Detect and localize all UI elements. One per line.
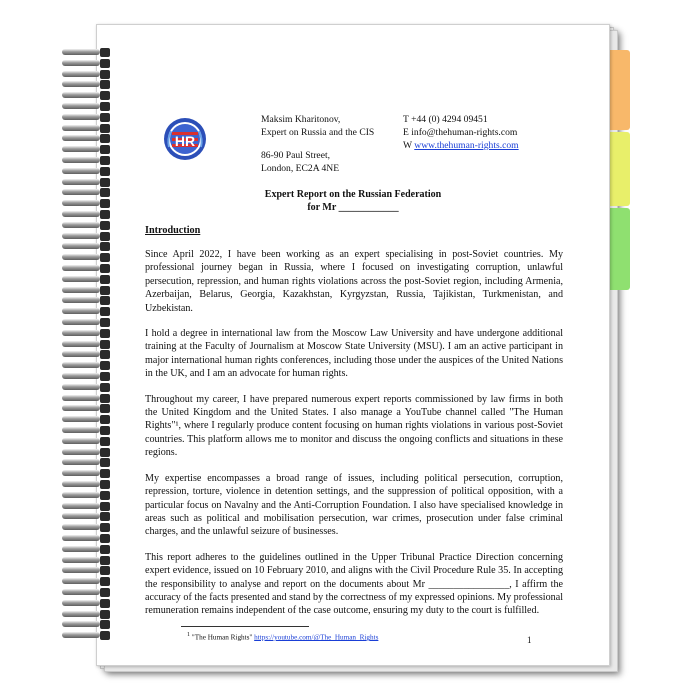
spiral-coil <box>62 329 122 338</box>
spiral-coil <box>62 534 122 543</box>
punch-hole <box>100 48 110 57</box>
coil-wire <box>62 503 100 509</box>
coil-wire <box>62 254 100 260</box>
coil-wire <box>62 481 100 487</box>
coil-wire <box>62 330 100 336</box>
coil-wire <box>62 513 100 519</box>
spiral-coil <box>62 577 122 586</box>
punch-hole <box>100 361 110 370</box>
punch-hole <box>100 372 110 381</box>
spiral-coil <box>62 145 122 154</box>
punch-hole <box>100 350 110 359</box>
punch-hole <box>100 232 110 241</box>
report-title <box>97 188 609 214</box>
punch-hole <box>100 113 110 122</box>
punch-hole <box>100 102 110 111</box>
coil-wire <box>62 567 100 573</box>
paragraph: I hold a degree in international law from the Moscow Law University and have undergone additional training at the Faculty of Journalism at Moscow State University (MSU). I am an active participant in major international human rights conferences, including those under the auspices of the United Nations in the UK, and I am an advocate for human rights. <box>145 328 563 380</box>
coil-wire <box>62 92 100 98</box>
coil-wire <box>62 470 100 476</box>
coil-wire <box>62 438 100 444</box>
email-address[interactable]: info@thehuman-rights.com <box>411 127 518 138</box>
footnote <box>187 632 378 641</box>
coil-wire <box>62 427 100 433</box>
punch-hole <box>100 199 110 208</box>
coil-wire <box>62 351 100 357</box>
punch-hole <box>100 610 110 619</box>
punch-hole <box>100 134 110 143</box>
spiral-coil <box>62 350 122 359</box>
spiral-coil <box>62 178 122 187</box>
spiral-coil <box>62 113 122 122</box>
punch-hole <box>100 167 110 176</box>
web-label: W <box>403 140 415 151</box>
coil-wire <box>62 373 100 379</box>
paragraph: Since April 2022, I have been working as an expert specialising in post-Soviet countries. My professional journey began in Russia, where I focused on investigating corruption, unlawful persecution, repression, and human rights violations across the post-Soviet region, including Armenia, Azerbaijan, Belarus, Georgia, Kazakhstan, Kyrgyzstan, Russia, Tajikistan, Turkmenistan, and Uzbekistan. <box>145 249 563 314</box>
footnote-divider <box>181 626 309 627</box>
spiral-coil <box>62 221 122 230</box>
spiral-coil <box>62 491 122 500</box>
coil-wire <box>62 535 100 541</box>
spiral-coil <box>62 167 122 176</box>
spiral-coil <box>62 545 122 554</box>
punch-hole <box>100 329 110 338</box>
coil-wire <box>62 276 100 282</box>
spiral-coil <box>62 448 122 457</box>
coil-wire <box>62 524 100 530</box>
punch-hole <box>100 620 110 629</box>
email-line <box>403 126 519 139</box>
spiral-coil <box>62 264 122 273</box>
coil-wire <box>62 200 100 206</box>
punch-hole <box>100 545 110 554</box>
coil-wire <box>62 416 100 422</box>
document-page <box>96 24 610 666</box>
coil-wire <box>62 211 100 217</box>
punch-hole <box>100 426 110 435</box>
punch-hole <box>100 59 110 68</box>
coil-wire <box>62 578 100 584</box>
punch-hole <box>100 253 110 262</box>
coil-wire <box>62 222 100 228</box>
phone-number: T +44 (0) 4294 09451 <box>403 114 488 125</box>
coil-wire <box>62 243 100 249</box>
punch-hole <box>100 599 110 608</box>
coil-wire <box>62 492 100 498</box>
spiral-coil <box>62 469 122 478</box>
spiral-coil <box>62 340 122 349</box>
coil-wire <box>62 114 100 120</box>
coil-wire <box>62 405 100 411</box>
coil-wire <box>62 125 100 131</box>
coil-wire <box>62 179 100 185</box>
coil-wire <box>62 341 100 347</box>
punch-hole <box>100 437 110 446</box>
author-role: Expert on Russia and the CIS <box>261 127 375 138</box>
coil-wire <box>62 265 100 271</box>
spiral-coil <box>62 156 122 165</box>
punch-hole <box>100 491 110 500</box>
website-line <box>403 139 519 152</box>
punch-hole <box>100 577 110 586</box>
coil-wire <box>62 384 100 390</box>
website-link[interactable]: www.thehuman-rights.com <box>414 140 519 151</box>
punch-hole <box>100 556 110 565</box>
coil-wire <box>62 621 100 627</box>
spiral-coil <box>62 296 122 305</box>
spiral-coil <box>62 631 122 640</box>
introduction-heading: Introduction <box>145 225 201 236</box>
report-title-line-1: Expert Report on the Russian Federation <box>264 189 442 200</box>
coil-wire <box>62 395 100 401</box>
punch-hole <box>100 534 110 543</box>
spiral-coil <box>62 188 122 197</box>
punch-hole <box>100 512 110 521</box>
coil-wire <box>62 81 100 87</box>
punch-hole <box>100 631 110 640</box>
spiral-coil <box>62 556 122 565</box>
punch-hole <box>100 523 110 532</box>
punch-hole <box>100 394 110 403</box>
coil-wire <box>62 157 100 163</box>
spiral-coil <box>62 458 122 467</box>
spiral-coil <box>62 199 122 208</box>
punch-hole <box>100 566 110 575</box>
coil-wire <box>62 49 100 55</box>
punch-hole <box>100 91 110 100</box>
report-title-line-2: for Mr ____________ <box>307 202 399 213</box>
punch-hole <box>100 340 110 349</box>
coil-wire <box>62 71 100 77</box>
coil-wire <box>62 287 100 293</box>
spiral-coil <box>62 70 122 79</box>
punch-hole <box>100 275 110 284</box>
punch-hole <box>100 286 110 295</box>
spiral-binding <box>62 48 122 648</box>
coil-wire <box>62 308 100 314</box>
spiral-coil <box>62 124 122 133</box>
coil-wire <box>62 189 100 195</box>
spiral-coil <box>62 588 122 597</box>
coil-wire <box>62 60 100 66</box>
spiral-coil <box>62 242 122 251</box>
punch-hole <box>100 124 110 133</box>
human-rights-logo <box>163 117 207 161</box>
punch-hole <box>100 188 110 197</box>
paragraph: My expertise encompasses a broad range of issues, including political persecution, corruption, repression, torture, violence in detention settings, and the suppression of political opposition, with a particular focus on Navalny and the Anti-Corruption Foundation. I also have specialised knowledge in areas such as political and mobilisation persecution, war crimes, prosecution under false criminal charges, and the unlawful seizure of businesses. <box>145 472 563 538</box>
punch-hole <box>100 480 110 489</box>
punch-hole <box>100 210 110 219</box>
punch-hole <box>100 404 110 413</box>
spiral-coil <box>62 307 122 316</box>
spiral-coil <box>62 286 122 295</box>
spiral-coil <box>62 361 122 370</box>
punch-hole <box>100 221 110 230</box>
coil-wire <box>62 135 100 141</box>
coil-wire <box>62 168 100 174</box>
coil-wire <box>62 233 100 239</box>
coil-wire <box>62 297 100 303</box>
footnote-text: "The Human Rights" <box>190 633 255 642</box>
punch-hole <box>100 383 110 392</box>
punch-hole <box>100 458 110 467</box>
coil-wire <box>62 146 100 152</box>
punch-hole <box>100 307 110 316</box>
coil-wire <box>62 611 100 617</box>
punch-hole <box>100 178 110 187</box>
punch-hole <box>100 448 110 457</box>
page-number: 1 <box>527 635 532 645</box>
email-label: E <box>403 127 412 138</box>
spiral-coil <box>62 318 122 327</box>
punch-hole <box>100 469 110 478</box>
spiral-coil <box>62 426 122 435</box>
spiral-coil <box>62 523 122 532</box>
spiral-coil <box>62 253 122 262</box>
address-line-1: 86-90 Paul Street, <box>261 150 331 161</box>
spiral-coil <box>62 275 122 284</box>
spiral-coil <box>62 437 122 446</box>
spiral-coil <box>62 480 122 489</box>
coil-wire <box>62 319 100 325</box>
spiral-coil <box>62 404 122 413</box>
punch-hole <box>100 588 110 597</box>
spiral-coil <box>62 512 122 521</box>
spiral-coil <box>62 610 122 619</box>
punch-hole <box>100 502 110 511</box>
punch-hole <box>100 80 110 89</box>
punch-hole <box>100 318 110 327</box>
spiral-coil <box>62 372 122 381</box>
punch-hole <box>100 156 110 165</box>
spiral-coil <box>62 232 122 241</box>
punch-hole <box>100 145 110 154</box>
report-body <box>145 248 563 630</box>
punch-hole <box>100 70 110 79</box>
spiral-coil <box>62 48 122 57</box>
coil-wire <box>62 589 100 595</box>
paragraph: Throughout my career, I have prepared numerous expert reports commissioned by law firms in both the United Kingdom and the United States. I also manage a YouTube channel called "The Human Rights"¹, where I regularly produce content focusing on human rights violations in various post-Soviet countries. This platform allows me to monitor and discuss the ongoing conflicts and situations in these regions. <box>145 393 563 459</box>
spiral-coil <box>62 102 122 111</box>
coil-wire <box>62 600 100 606</box>
header-contact-left <box>261 113 374 175</box>
header-contact-right <box>403 113 519 152</box>
coil-wire <box>62 362 100 368</box>
spiral-coil <box>62 134 122 143</box>
coil-wire <box>62 632 100 638</box>
spiral-coil <box>62 59 122 68</box>
punch-hole <box>100 242 110 251</box>
spiral-coil <box>62 80 122 89</box>
paragraph: This report adheres to the guidelines outlined in the Upper Tribunal Practice Direction concerning expert evidence, issued on 10 February 2010, and aligns with the Civil Procedure Rule 35. In accepting the responsibility to analyse and report on the documents about Mr ________________, I affirm the accuracy of the facts presented and stand by the correctness of my expressed opinions. My professional remuneration remains independent of the case outcome, ensuring my duty to the court is fulfilled. <box>145 551 563 617</box>
coil-wire <box>62 103 100 109</box>
punch-hole <box>100 296 110 305</box>
footnote-marker: 1 <box>187 632 190 638</box>
spiral-coil <box>62 502 122 511</box>
coil-wire <box>62 449 100 455</box>
coil-wire <box>62 546 100 552</box>
spiral-coil <box>62 415 122 424</box>
spiral-coil <box>62 620 122 629</box>
punch-hole <box>100 264 110 273</box>
spiral-coil <box>62 210 122 219</box>
logo-text: HR <box>174 133 196 149</box>
spiral-coil <box>62 566 122 575</box>
address-line-2: London, EC2A 4NE <box>261 163 340 174</box>
spiral-coil <box>62 383 122 392</box>
footnote-link[interactable]: https://youtube.com/@The_Human_Rights <box>254 633 379 642</box>
coil-wire <box>62 557 100 563</box>
spiral-coil <box>62 394 122 403</box>
spiral-coil <box>62 91 122 100</box>
punch-hole <box>100 415 110 424</box>
spiral-coil <box>62 599 122 608</box>
coil-wire <box>62 459 100 465</box>
author-name: Maksim Kharitonov, <box>261 114 341 125</box>
